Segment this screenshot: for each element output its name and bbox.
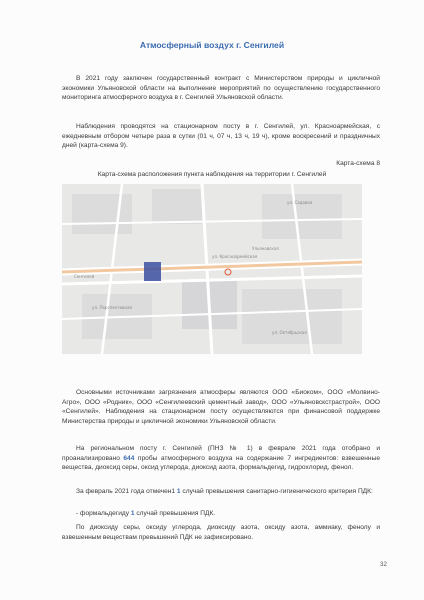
body-paragraph-sources (62, 388, 380, 426)
body-paragraph-samples (62, 444, 380, 473)
bullet-formaldehyde (62, 509, 380, 519)
bullet-text-b: случай превышения ПДК. (134, 510, 216, 517)
svg-text:ул. Перспективная: ул. Перспективная (92, 305, 132, 310)
body-text-no-exceedances: По диоксиду серы, оксиду углерода, диоксиду азота, оксиду азота, аммиаку, фенолу и взвешенным веществам превышений ПДК не зафиксировано. (62, 524, 380, 541)
page-title: Атмосферный воздух г. Сенгилей (139, 40, 285, 50)
intro-paragraph-contract (62, 74, 380, 103)
exceedance-text-a: За февраль 2021 года отмечен1 (76, 488, 177, 495)
samples-text-a: На региональном посту г. Сенгилей (ПНЗ № 1) в феврале 2021 года отобрано и проанализировано (62, 445, 380, 462)
svg-text:ул. Садовая: ул. Садовая (287, 200, 313, 205)
exceedance-text-b: случай превышения санитарно-гигиенического критерия ПДК: (180, 488, 373, 495)
svg-text:ул. Октябрьская: ул. Октябрьская (272, 330, 307, 335)
map-caption: Карта-схема расположения пункта наблюдения на территории г. Сенгилей (97, 171, 327, 178)
svg-text:Сенгилей: Сенгилей (74, 274, 95, 279)
body-text-sources: Основными источниками загрязнения атмосферы являются ООО «Биоком», ООО «Молвино-Агро», ООО «Родник», ООО «Сенгилеевский цементный завод», ООО «Ульяновскстрастрой», ООО «Сенгилей». Наблюдения на стационарном посту осуществляются при финансовой поддержке Министерства природы и цикличной экономики Ульяновской области. (62, 389, 380, 425)
location-map (62, 184, 362, 354)
bullet-count: 1 (130, 510, 135, 517)
observation-point-marker (144, 262, 161, 281)
intro-paragraph-observations (62, 122, 380, 151)
svg-text:Ульяновская: Ульяновская (252, 246, 279, 251)
samples-count: 644 (123, 454, 135, 462)
map-image (62, 184, 362, 354)
intro-text-contract: В 2021 году заключен государственный контракт с Министерством природы и цикличной экономики Ульяновской области на выполнение мероприятий по осуществлению государственного мониторинга атмосферного воздуха в г. Сенгилей Ульяновской области. (62, 75, 380, 102)
svg-text:ул. Красноармейская: ул. Красноармейская (212, 254, 258, 259)
samples-text-b: пробы атмосферного воздуха на содержание 7 ингредиентов: взвешенные вещества, диоксид серы, оксид углерода, диоксид азота, формальдегид, гидрохлорид, фенол. (62, 454, 380, 472)
body-paragraph-exceedances (62, 487, 380, 497)
body-paragraph-no-exceedances (62, 523, 380, 542)
exceedance-count: 1 (176, 488, 181, 495)
bullet-text-a: - формальдегиду (76, 510, 131, 517)
page-number: 32 (380, 561, 387, 568)
map-label: Карта-схема 8 (336, 160, 380, 167)
intro-text-observations: Наблюдения проводятся на стационарном посту в г. Сенгилей, ул. Красноармейская, с ежедневным отбором четыре раза в сутки (01 ч, 07 ч, 13 ч, 19 ч), кроме воскресений и праздничных дней (карта-схема 9). (62, 123, 380, 150)
